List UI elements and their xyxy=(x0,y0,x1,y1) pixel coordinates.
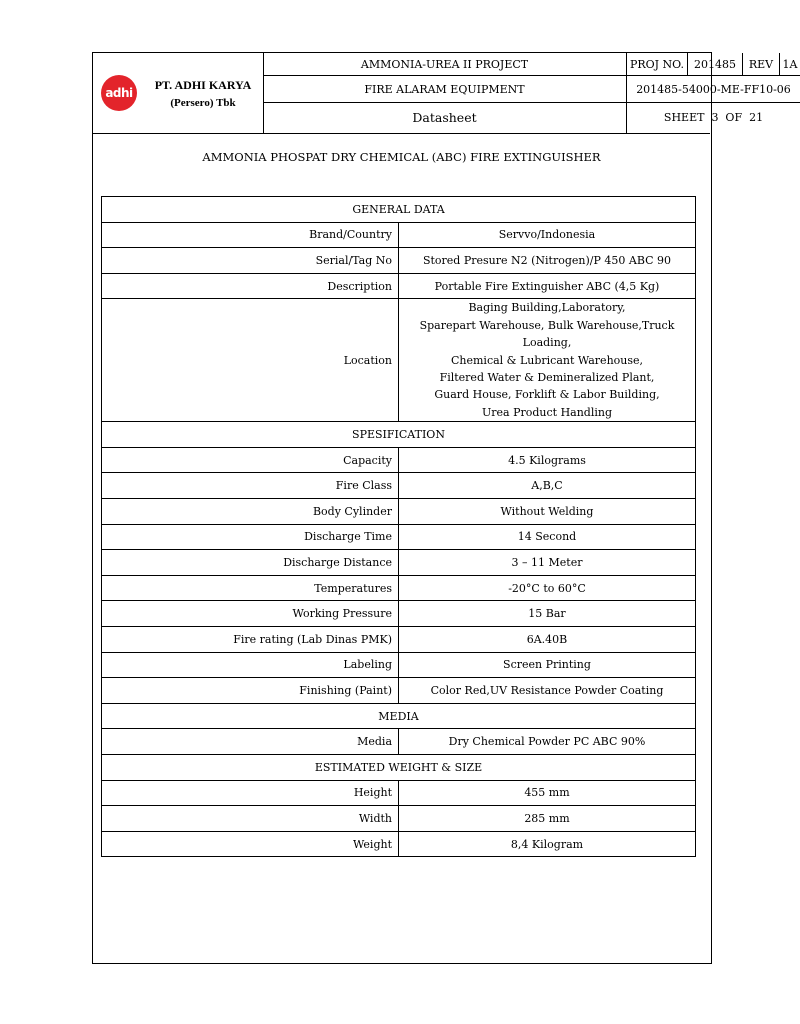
row-label: Discharge Time xyxy=(102,524,399,550)
table-row xyxy=(102,831,696,857)
row-value: Portable Fire Extinguisher ABC (4,5 Kg) xyxy=(399,273,696,299)
location-row xyxy=(102,299,696,422)
table-row xyxy=(102,601,696,627)
location-value xyxy=(399,299,696,422)
location-line: Chemical & Lubricant Warehouse, xyxy=(450,353,644,367)
table-row xyxy=(102,248,696,274)
section-row xyxy=(102,754,696,780)
rev-label: REV xyxy=(743,53,780,76)
row-label: Media xyxy=(102,729,399,755)
location-line: Sparepart Warehouse, Bulk Warehouse,Truck Loading, xyxy=(419,318,675,350)
location-label: Location xyxy=(102,299,399,422)
equipment-name: FIRE ALARAM EQUIPMENT xyxy=(263,76,627,103)
table-row xyxy=(102,550,696,576)
row-value: 455 mm xyxy=(399,780,696,806)
proj-no-value: 201485 xyxy=(688,53,743,76)
table-row xyxy=(102,273,696,299)
table-row xyxy=(102,678,696,704)
row-label: Width xyxy=(102,806,399,832)
row-label: Body Cylinder xyxy=(102,499,399,525)
row-label: Height xyxy=(102,780,399,806)
row-value: 285 mm xyxy=(399,806,696,832)
row-label: Finishing (Paint) xyxy=(102,678,399,704)
project-name: AMMONIA-UREA II PROJECT xyxy=(263,53,627,76)
row-label: Labeling xyxy=(102,652,399,678)
table-row xyxy=(102,626,696,652)
row-value: 3 – 11 Meter xyxy=(399,550,696,576)
table-row xyxy=(102,447,696,473)
datasheet-table xyxy=(101,196,696,857)
proj-no-label: PROJ NO. xyxy=(627,53,688,76)
company-block xyxy=(93,53,264,133)
row-value: Screen Printing xyxy=(399,652,696,678)
rev-value: 1A xyxy=(780,53,800,76)
row-label: Weight xyxy=(102,831,399,857)
row-label: Fire rating (Lab Dinas PMK) xyxy=(102,626,399,652)
row-label: Working Pressure xyxy=(102,601,399,627)
location-line: Urea Product Handling xyxy=(481,405,613,419)
section-general-data: GENERAL DATA xyxy=(102,197,696,223)
document-number: 201485-54000-ME-FF10-06 xyxy=(627,76,800,103)
row-value: Servvo/Indonesia xyxy=(399,222,696,248)
table-row xyxy=(102,524,696,550)
table-row xyxy=(102,780,696,806)
table-row xyxy=(102,806,696,832)
row-value: 8,4 Kilogram xyxy=(399,831,696,857)
location-line: Baging Building,Laboratory, xyxy=(468,301,626,315)
row-label: Capacity xyxy=(102,447,399,473)
row-label: Serial/Tag No xyxy=(102,248,399,274)
table-row xyxy=(102,473,696,499)
table-row xyxy=(102,575,696,601)
row-value: 6A.40B xyxy=(399,626,696,652)
section-row xyxy=(102,703,696,729)
row-value: Color Red,UV Resistance Powder Coating xyxy=(399,678,696,704)
row-value: 4.5 Kilograms xyxy=(399,447,696,473)
document-type: Datasheet xyxy=(263,103,627,133)
row-value: Dry Chemical Powder PC ABC 90% xyxy=(399,729,696,755)
table-row xyxy=(102,222,696,248)
datasheet-page xyxy=(92,52,798,964)
row-label: Fire Class xyxy=(102,473,399,499)
row-value: 15 Bar xyxy=(399,601,696,627)
location-line: Guard House, Forklift & Labor Building, xyxy=(434,388,660,402)
row-label: Brand/Country xyxy=(102,222,399,248)
section-row xyxy=(102,197,696,223)
section-specification: SPESIFICATION xyxy=(102,422,696,448)
row-value: Without Welding xyxy=(399,499,696,525)
row-label: Discharge Distance xyxy=(102,550,399,576)
table-row xyxy=(102,499,696,525)
row-label: Description xyxy=(102,273,399,299)
sheet-number: SHEET 3 OF 21 xyxy=(663,111,764,124)
table-row xyxy=(102,652,696,678)
location-line: Filtered Water & Demineralized Plant, xyxy=(439,371,655,384)
row-value: 14 Second xyxy=(399,524,696,550)
datasheet-title: AMMONIA PHOSPAT DRY CHEMICAL (ABC) FIRE EXTINGUISHER xyxy=(202,150,601,164)
company-subtitle: (Persero) Tbk xyxy=(170,97,236,109)
company-name: PT. ADHI KARYA xyxy=(154,78,252,92)
row-value: A,B,C xyxy=(399,473,696,499)
adhi-logo: adhi xyxy=(101,75,137,111)
row-value: -20°C to 60°C xyxy=(399,575,696,601)
row-value: Stored Presure N2 (Nitrogen)/P 450 ABC 90 xyxy=(399,248,696,274)
section-media: MEDIA xyxy=(102,703,696,729)
section-weight-size: ESTIMATED WEIGHT & SIZE xyxy=(102,754,696,780)
table-row xyxy=(102,729,696,755)
document-header xyxy=(93,53,798,134)
row-label: Temperatures xyxy=(102,575,399,601)
section-row xyxy=(102,422,696,448)
